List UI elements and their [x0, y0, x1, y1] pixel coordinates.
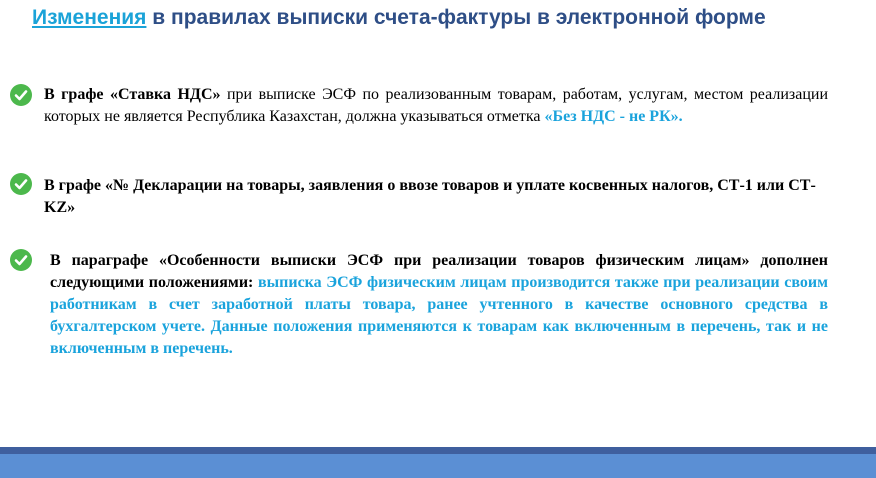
item-normal: при выписке ЭСФ по реализованным товарам, работам, услугам, местом реализации которых не является Республика Казахстан, должна указываться отметка	[44, 86, 829, 125]
title-accent: Изменения	[32, 6, 147, 29]
check-circle-icon	[10, 173, 32, 195]
item-highlight: «Без НДС - не РК».	[544, 108, 683, 125]
item-bold: В графе «Ставка НДС»	[44, 86, 221, 103]
list-item-text	[50, 250, 828, 360]
list-item-text	[44, 84, 828, 128]
check-circle-icon	[10, 84, 32, 106]
item-bold: В графе «№ Декларации на товары, заявления о ввозе товаров и уплате косвенных налогов, СТ-1 или СТ-KZ»	[44, 177, 816, 216]
item-highlight: выписка ЭСФ физическим лицам производится также при реализации своим работникам в счет заработной платы товара, ранее учтенного в качестве основного средства в бухгалтерском учете. Данные положения применяются к товарам как включенным в перечень, так и не включенным в перечень.	[50, 274, 828, 357]
footer-bar-light	[0, 454, 876, 478]
list-item-text	[44, 175, 834, 219]
title-rest: в правилах выписки счета-фактуры в электронной форме	[146, 6, 766, 29]
check-circle-icon	[10, 249, 32, 271]
item-bold: В параграфе «Особенности выписки ЭСФ при реализации товаров физическим лицам» дополнен следующими положениями:	[50, 252, 828, 291]
footer-bar-dark	[0, 447, 876, 454]
page-title	[32, 6, 862, 30]
